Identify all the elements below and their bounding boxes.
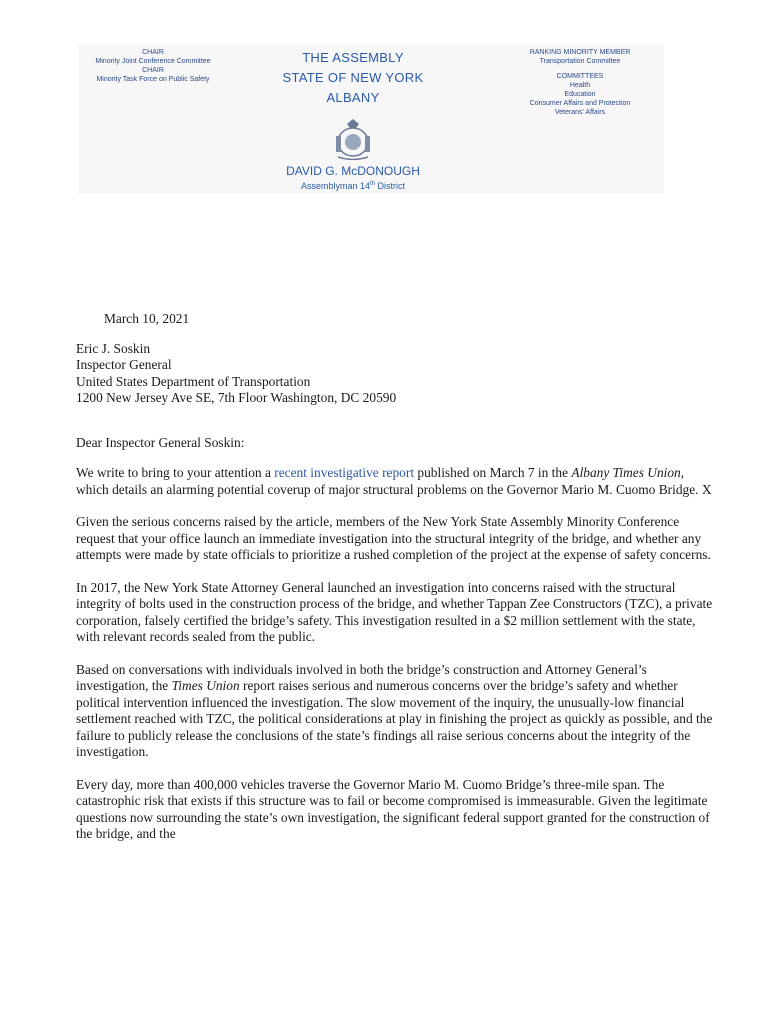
task-force-title: Minority Task Force on Public Safety [96, 76, 210, 83]
district-line: Assemblyman 14th District [300, 181, 406, 191]
assemblyman-name: DAVID G. McDONOUGH [286, 164, 420, 178]
paragraph-4: Based on conversations with individuals involved in both the bridge’s construction and Attorney General’s investigation, the Times Union report raises serious and numerous concerns over the bridge’s safety and whether political intervention influenced the investigation. The slow movement of the inquiry, the unusually-low financial settlement reached with TZC, the political considerations at play in finishing the project as quickly as possible, and the failure to publicly release the conclusions of the state’s findings all raise serious concerns about the integrity of the investigation. [76, 661, 713, 759]
paragraph-3: In 2017, the New York State Attorney General launched an investigation into concerns raised with the structural integrity of bolts used in the construction process of the bridge, and whether Tappan Zee Constructors (TZC), a private corporation, falsely certified the bridge’s safety. This investigation resulted in a $2 million settlement with the state, with relevant records sealed from the public. [76, 579, 713, 644]
committees-label: COMMITTEES [556, 73, 604, 80]
committee-item: Education [564, 91, 596, 98]
letterhead-right-titles [500, 48, 660, 117]
committee-item: Health [569, 82, 591, 89]
recipient-department: United States Department of Transportation [76, 373, 311, 389]
transportation-committee: Transportation Committee [539, 58, 621, 65]
publication-name: Times Union [171, 678, 240, 693]
letterhead-center [258, 48, 448, 192]
committee-item: Consumer Affairs and Protection [529, 100, 631, 107]
committee-item: Veterans' Affairs [554, 109, 606, 116]
publication-name: Albany Times Union [571, 465, 681, 480]
letterhead [78, 44, 664, 194]
recipient-address [76, 341, 716, 407]
investigative-report-link[interactable]: recent investigative report [274, 465, 415, 480]
city-title: ALBANY [326, 90, 380, 105]
assembly-title: THE ASSEMBLY [302, 50, 404, 65]
letterhead-left-titles [78, 48, 228, 84]
paragraph-5: Every day, more than 400,000 vehicles traverse the Governor Mario M. Cuomo Bridge’s three-mile span. The catastrophic risk that exists if this structure was to fail or become compromised is immeasurable. Given the legitimate questions now surrounding the state’s own investigation, the significant federal support granted for the construction of the bridge, and the [76, 776, 710, 841]
salutation: Dear Inspector General Soskin: [76, 434, 245, 450]
ranking-label: RANKING MINORITY MEMBER [529, 49, 631, 56]
paragraph-1: We write to bring to your attention a recent investigative report published on March 7 in the Albany Times Union, which details an alarming potential coverup of major structural problems on the Governor Mario M. Cuomo Bridge. X [76, 465, 712, 497]
recipient-title: Inspector General [76, 357, 172, 372]
letter-date: March 10, 2021 [104, 311, 190, 326]
recipient-name: Eric J. Soskin [76, 340, 151, 356]
state-title: STATE OF NEW YORK [282, 70, 424, 85]
committee-title: Minority Joint Conference Committee [95, 58, 211, 65]
state-seal-icon [334, 116, 372, 160]
recipient-street: 1200 New Jersey Ave SE, 7th Floor Washington, DC 20590 [76, 390, 397, 405]
paragraph-2: Given the serious concerns raised by the article, members of the New York State Assembly Minority Conference request that your office launch an immediate investigation into the structural integrity of the bridge, and whether any attempts were made by state officials to prioritize a rushed completion of the project at the expense of safety concerns. [76, 514, 711, 562]
letter-body [76, 311, 716, 859]
chair-label: CHAIR [142, 67, 164, 74]
chair-label: CHAIR [142, 49, 164, 56]
